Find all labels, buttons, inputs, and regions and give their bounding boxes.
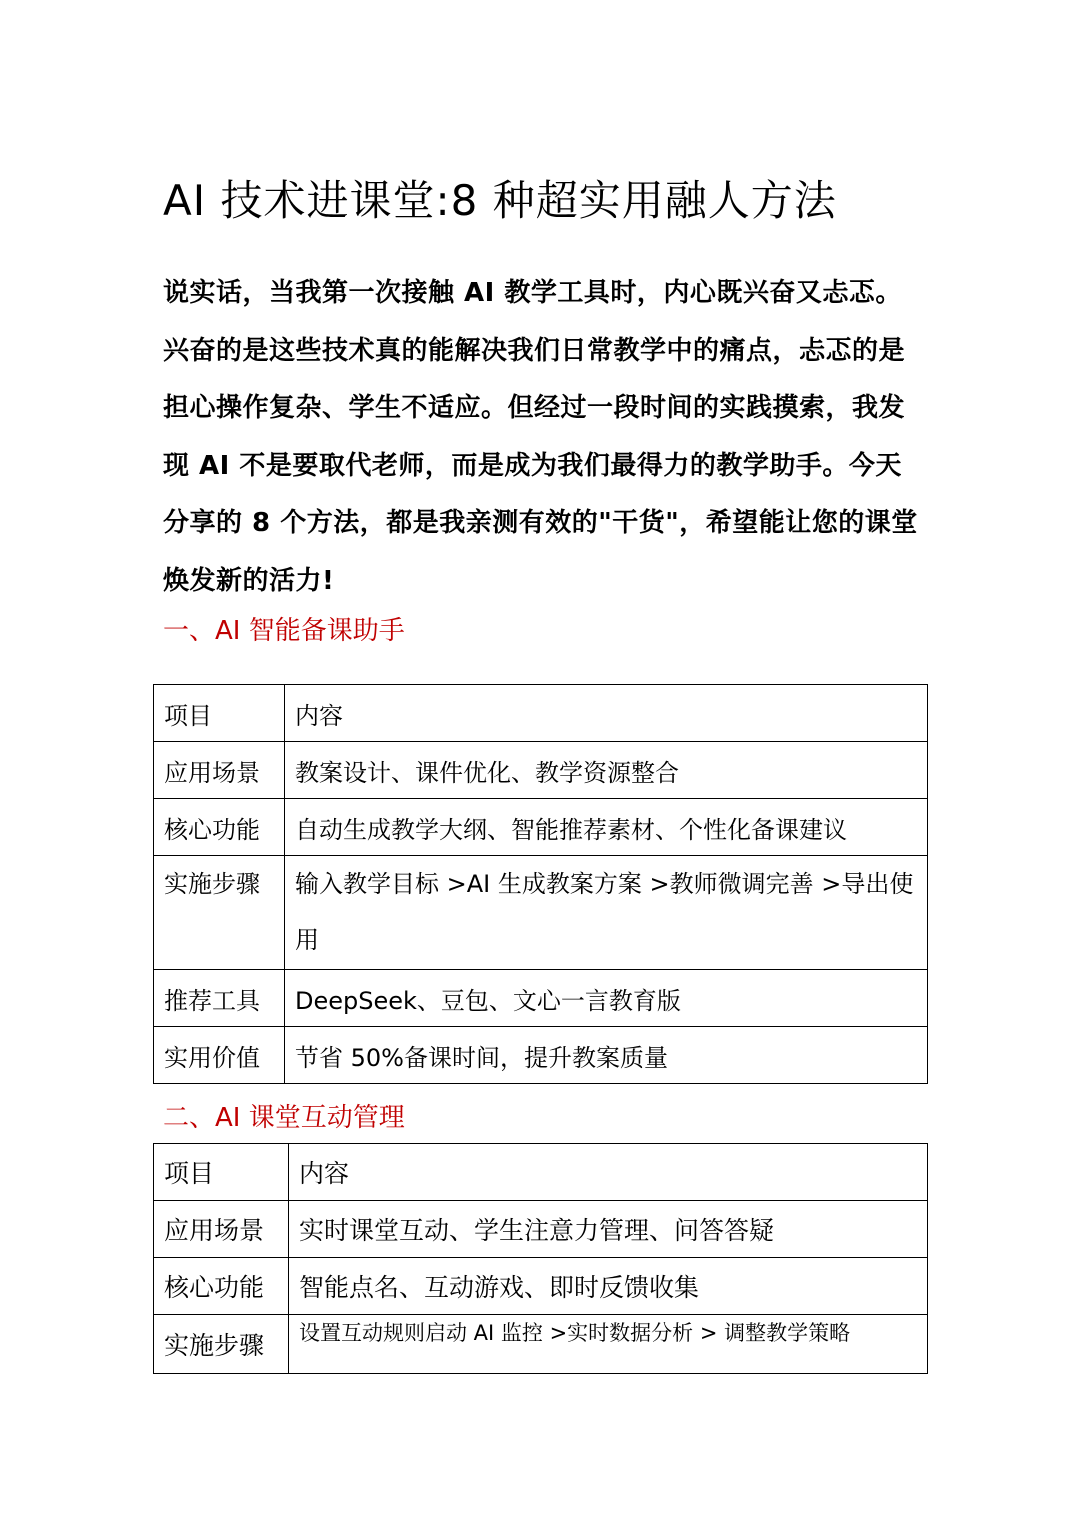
intro-paragraph: 说实话，当我第一次接触 AI 教学工具时，内心既兴奋又忐忑。兴奋的是这些技术真的能解决我们日常教学中的痛点，忐忑的是担心操作复杂、学生不适应。但经过一段时间的实践摸索，我发现 AI 不是要取代老师，而是成为我们最得力的教学助手。今天分享的 8 个方法，都是我亲测有效的"干货"，希望能让您的课堂焕发新的活力! <box>163 278 918 596</box>
table-cell-label: 推荐工具 <box>154 970 285 1027</box>
table-header-row <box>154 685 928 742</box>
table-row <box>154 1315 928 1374</box>
table-cell-value: DeepSeek、豆包、文心一言教育版 <box>285 970 928 1027</box>
table-cell-label: 实施步骤 <box>154 1315 289 1374</box>
table-cell-label: 应用场景 <box>154 742 285 799</box>
table-row <box>154 742 928 799</box>
table-cell-label: 实用价值 <box>154 1027 285 1084</box>
table-cell-value: 设置互动规则启动 AI 监控 >实时数据分析 > 调整教学策略 <box>289 1315 928 1374</box>
table-row <box>154 1027 928 1084</box>
table-cell-value: 节省 50%备课时间，提升教案质量 <box>285 1027 928 1084</box>
table-cell-value: 输入教学目标 >AI 生成教案方案 >教师微调完善 >导出使用 <box>285 856 928 970</box>
table-cell-value: 智能点名、互动游戏、即时反馈收集 <box>289 1258 928 1315</box>
table-cell: 项目 <box>154 685 285 742</box>
table-cell-value: 实时课堂互动、学生注意力管理、问答答疑 <box>289 1201 928 1258</box>
table-row <box>154 1258 928 1315</box>
table-cell: 项目 <box>154 1144 289 1201</box>
table-cell: 内容 <box>285 685 928 742</box>
table-cell-label: 应用场景 <box>154 1201 289 1258</box>
table-row <box>154 1201 928 1258</box>
table-row <box>154 856 928 970</box>
table-cell-label: 核心功能 <box>154 799 285 856</box>
section-2-table <box>153 1143 928 1374</box>
table-cell-label: 核心功能 <box>154 1258 289 1315</box>
section-1-table <box>153 684 928 1084</box>
table-header-row <box>154 1144 928 1201</box>
document-title: AI 技术进课堂:8 种超实用融人方法 <box>163 176 837 225</box>
table-cell-value: 教案设计、课件优化、教学资源整合 <box>285 742 928 799</box>
table-cell-value: 自动生成教学大纲、智能推荐素材、个性化备课建议 <box>285 799 928 856</box>
table-row <box>154 799 928 856</box>
table-row <box>154 970 928 1027</box>
section-heading-1: 一、AI 智能备课助手 <box>163 616 405 646</box>
table-cell: 内容 <box>289 1144 928 1201</box>
table-cell-label: 实施步骤 <box>154 856 285 970</box>
section-heading-2: 二、AI 课堂互动管理 <box>163 1103 405 1133</box>
